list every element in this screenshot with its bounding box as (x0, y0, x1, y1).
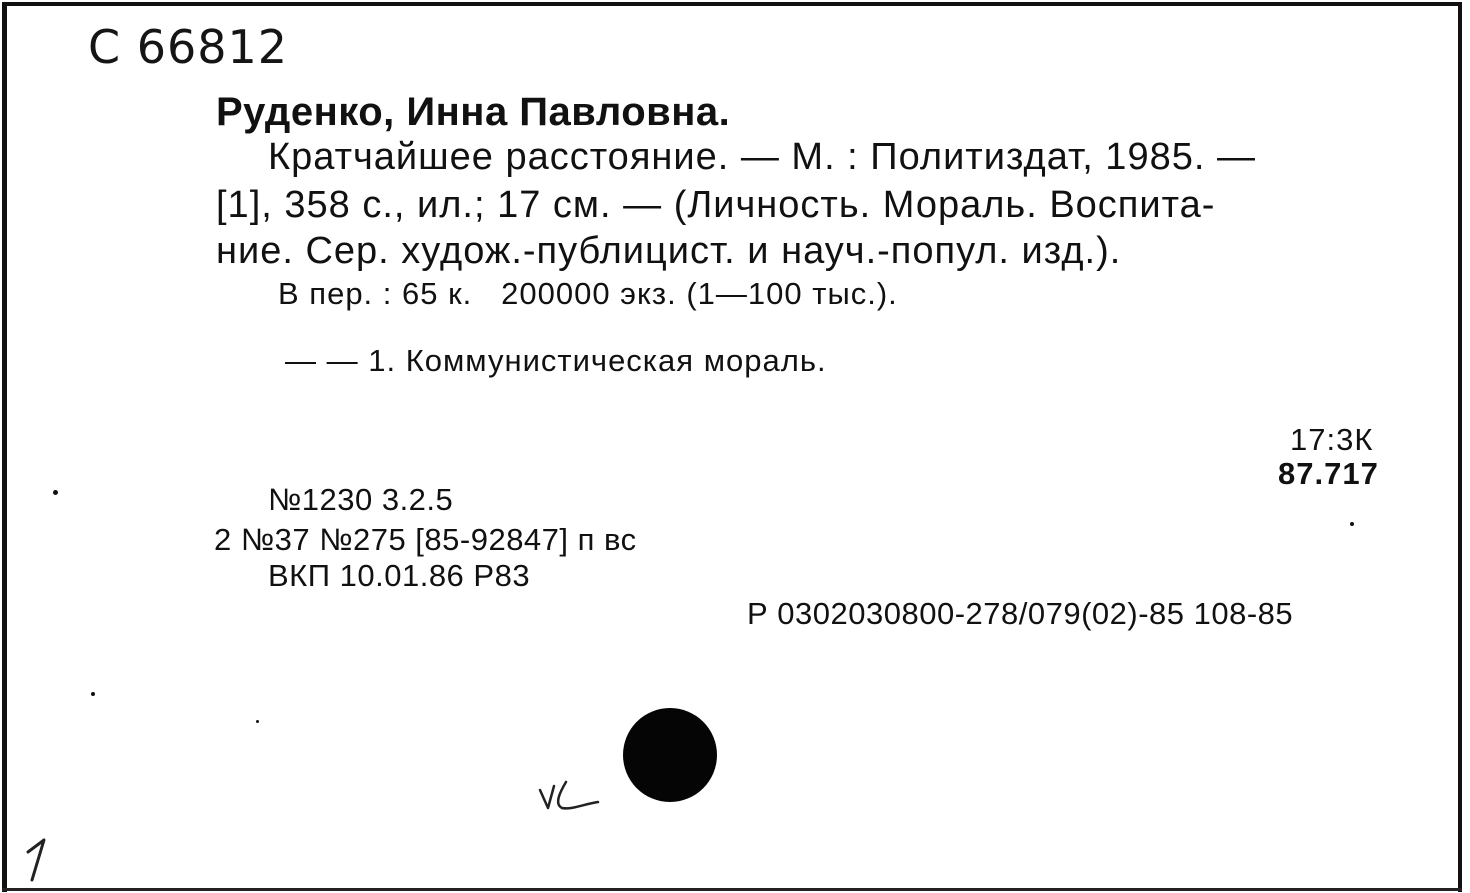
call-number: С 66812 (88, 20, 289, 74)
author-heading: Руденко, Инна Павловна. (216, 90, 731, 134)
inventory-line-1: №1230 3.2.5 (268, 482, 454, 517)
inventory-line-3: ВКП 10.01.86 Р83 (268, 558, 531, 593)
card-border-left (2, 2, 7, 892)
speck-mark (1350, 522, 1354, 526)
punch-hole (623, 708, 717, 802)
description-line-1: Кратчайшее расстояние. — М. : Политиздат, 1985. — (268, 136, 1256, 178)
classification-index-2: 87.717 (1278, 456, 1379, 491)
card-border-right (1458, 2, 1462, 892)
speck-mark (91, 692, 95, 696)
subject-heading: — — 1. Коммунистическая мораль. (285, 343, 827, 378)
card-border-top (2, 2, 1462, 6)
inventory-line-2: 2 №37 №275 [85-92847] п вс (214, 522, 637, 557)
description-line-2: [1], 358 с., ил.; 17 см. — (Личность. Мораль. Воспита- (216, 184, 1216, 226)
speck-mark (256, 720, 259, 723)
speck-mark (53, 490, 58, 495)
card-border-bottom (2, 888, 1462, 891)
price-circulation-line: В пер. : 65 к. 200000 экз. (1—100 тыс.). (278, 276, 898, 311)
handwritten-initials-mark (536, 778, 606, 814)
handwritten-number-mark (18, 834, 58, 884)
publisher-code: Р 0302030800-278/079(02)-85 108-85 (747, 596, 1294, 631)
classification-index-1: 17:3К (1290, 422, 1374, 457)
description-line-3: ние. Сер. худож.-публицист. и науч.-попул. изд.). (216, 230, 1122, 272)
